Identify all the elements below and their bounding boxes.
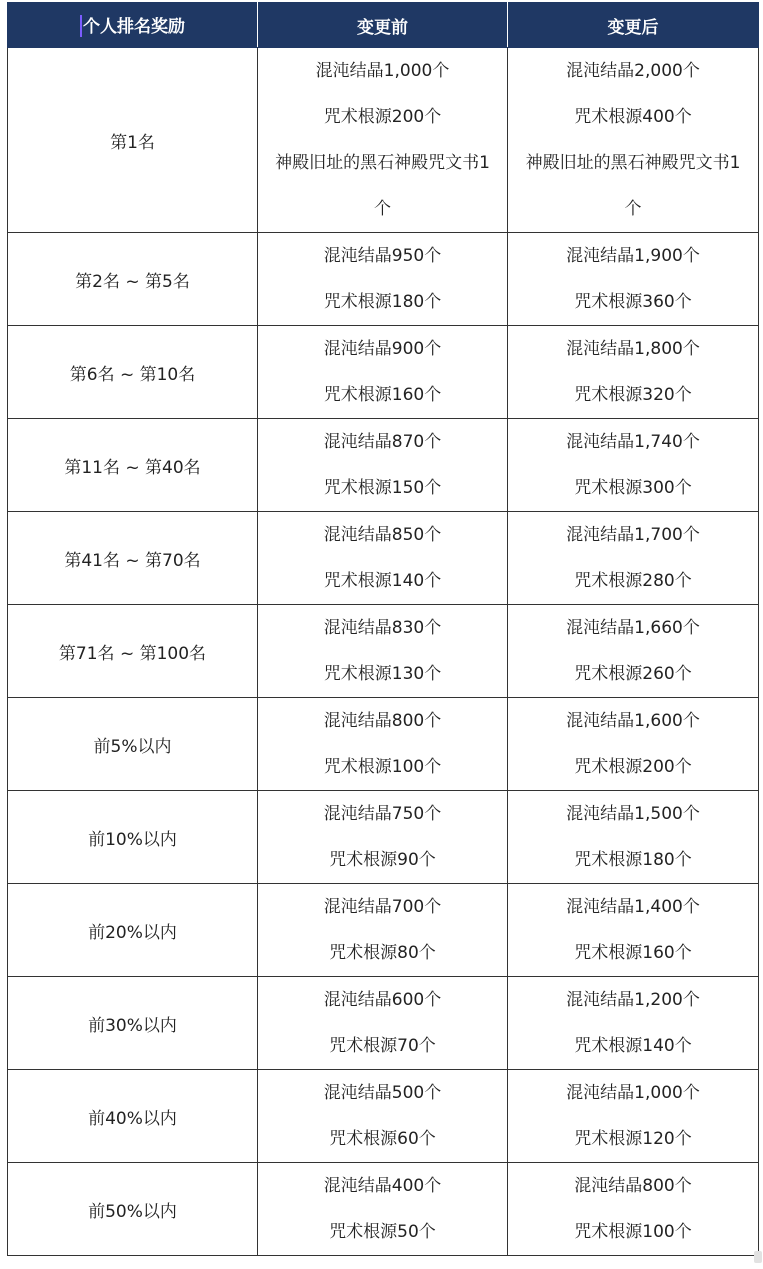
after-cell[interactable] [508,977,759,1070]
before-cell[interactable] [258,1163,508,1256]
before-cell[interactable] [258,233,508,326]
rank-cell[interactable]: 第11名 ~ 第40名 [8,419,258,512]
reward-line: 咒术根源160个 [323,385,442,405]
reward-line: 个 [374,199,391,219]
reward-line: 混沌结晶800个 [323,711,442,731]
before-cell[interactable] [258,512,508,605]
reward-line: 咒术根源320个 [574,385,692,405]
reward-table [7,2,759,1256]
reward-line: 咒术根源160个 [574,943,692,963]
reward-line: 混沌结晶1,700个 [566,525,700,545]
header-before[interactable]: 变更前 [258,3,508,48]
before-cell[interactable] [258,791,508,884]
rank-cell[interactable]: 第71名 ~ 第100名 [8,605,258,698]
before-cell[interactable] [258,605,508,698]
rank-cell[interactable]: 第6名 ~ 第10名 [8,326,258,419]
before-cell[interactable] [258,419,508,512]
after-cell[interactable] [508,419,759,512]
rank-cell[interactable]: 前30%以内 [8,977,258,1070]
table-row [8,791,759,884]
reward-line: 混沌结晶1,900个 [566,246,700,266]
reward-line: 混沌结晶1,740个 [566,432,700,452]
table-row [8,48,759,233]
reward-line: 咒术根源150个 [323,478,442,498]
table-row [8,512,759,605]
reward-line: 咒术根源260个 [574,664,692,684]
reward-line: 混沌结晶600个 [323,990,442,1010]
before-cell[interactable] [258,884,508,977]
reward-line: 混沌结晶1,200个 [566,990,700,1010]
table-row [8,605,759,698]
reward-line: 混沌结晶950个 [323,246,442,266]
reward-line: 咒术根源280个 [574,571,692,591]
reward-line: 混沌结晶830个 [323,618,442,638]
rank-cell[interactable]: 第1名 [8,48,258,233]
reward-line: 咒术根源100个 [323,757,442,777]
reward-line: 咒术根源60个 [329,1129,436,1149]
header-rank[interactable]: 个人排名奖励 [8,3,258,48]
reward-line: 混沌结晶1,000个 [315,61,450,81]
reward-line: 神殿旧址的黑石神殿咒文书1 [275,153,490,173]
before-cell[interactable] [258,326,508,419]
after-cell[interactable] [508,698,759,791]
after-cell[interactable] [508,1070,759,1163]
reward-line: 混沌结晶1,000个 [566,1083,700,1103]
reward-line: 咒术根源120个 [574,1129,692,1149]
reward-line: 咒术根源200个 [323,107,442,127]
reward-line: 咒术根源80个 [329,943,436,963]
reward-line: 神殿旧址的黑石神殿咒文书1 [525,153,741,173]
before-cell[interactable] [258,48,508,233]
after-cell[interactable] [508,791,759,884]
after-cell[interactable] [508,884,759,977]
reward-line: 混沌结晶900个 [323,339,442,359]
rank-cell[interactable]: 前40%以内 [8,1070,258,1163]
reward-line: 混沌结晶1,660个 [566,618,700,638]
table-row [8,419,759,512]
reward-line: 混沌结晶400个 [323,1176,442,1196]
text-cursor [80,15,82,37]
reward-line: 混沌结晶1,800个 [566,339,700,359]
rank-cell[interactable]: 前50%以内 [8,1163,258,1256]
reward-line: 咒术根源200个 [574,757,692,777]
rank-cell[interactable]: 第41名 ~ 第70名 [8,512,258,605]
reward-line: 混沌结晶750个 [323,804,442,824]
rank-cell[interactable]: 前5%以内 [8,698,258,791]
table-row [8,1070,759,1163]
rank-cell[interactable]: 第2名 ~ 第5名 [8,233,258,326]
reward-line: 混沌结晶2,000个 [566,61,700,81]
table-row [8,698,759,791]
reward-line: 混沌结晶800个 [574,1176,692,1196]
reward-line: 咒术根源180个 [574,850,692,870]
after-cell[interactable] [508,233,759,326]
reward-line: 咒术根源360个 [574,292,692,312]
before-cell[interactable] [258,1070,508,1163]
header-after[interactable]: 变更后 [508,3,759,48]
table-row [8,884,759,977]
rank-cell[interactable]: 前20%以内 [8,884,258,977]
reward-line: 咒术根源180个 [323,292,442,312]
after-cell[interactable] [508,605,759,698]
table-row [8,233,759,326]
reward-line: 咒术根源90个 [329,850,436,870]
before-cell[interactable] [258,698,508,791]
reward-line: 咒术根源140个 [574,1036,692,1056]
reward-line: 咒术根源70个 [329,1036,436,1056]
reward-line: 咒术根源400个 [574,107,692,127]
reward-line: 混沌结晶850个 [323,525,442,545]
reward-line: 混沌结晶1,500个 [566,804,700,824]
reward-line: 混沌结晶500个 [323,1083,442,1103]
before-cell[interactable] [258,977,508,1070]
reward-line: 咒术根源140个 [323,571,442,591]
reward-line: 个 [624,199,642,219]
after-cell[interactable] [508,1163,759,1256]
reward-line: 咒术根源100个 [574,1222,692,1242]
table-row [8,326,759,419]
reward-line: 咒术根源130个 [323,664,442,684]
after-cell[interactable] [508,326,759,419]
after-cell[interactable] [508,48,759,233]
reward-line: 咒术根源300个 [574,478,692,498]
resize-handle[interactable] [754,1251,762,1263]
table-header-row [8,3,759,48]
reward-line: 混沌结晶700个 [323,897,442,917]
reward-line: 咒术根源50个 [329,1222,436,1242]
reward-line: 混沌结晶870个 [323,432,442,452]
table-row [8,1163,759,1256]
rank-cell[interactable]: 前10%以内 [8,791,258,884]
table-row [8,977,759,1070]
reward-line: 混沌结晶1,600个 [566,711,700,731]
after-cell[interactable] [508,512,759,605]
reward-line: 混沌结晶1,400个 [566,897,700,917]
